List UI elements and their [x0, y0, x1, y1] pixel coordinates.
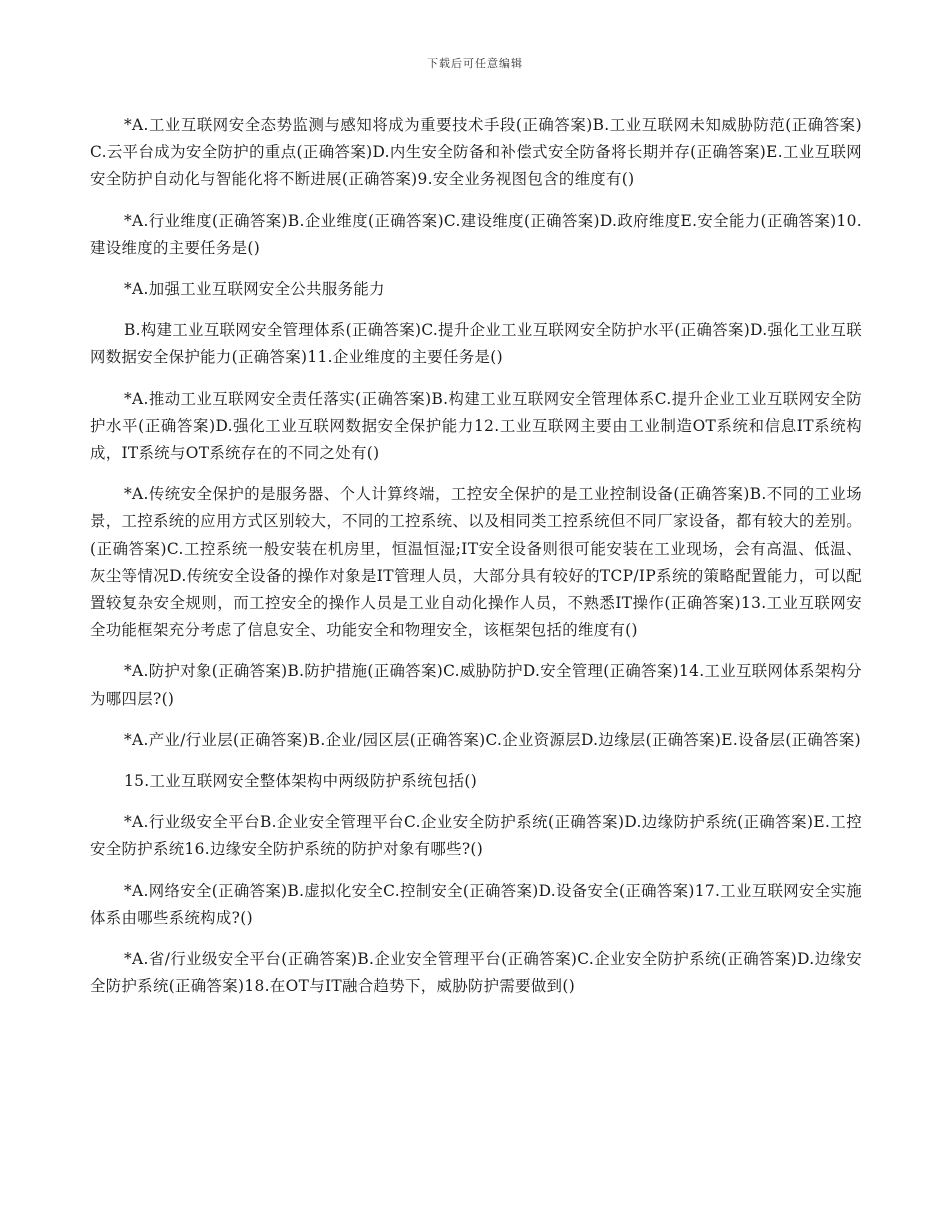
paragraph-6: *A.传统安全保护的是服务器、个人计算终端，工控安全保护的是工业控制设备(正确答案)B.不同的工业场景，工控系统的应用方式区别较大，不同的工控系统、以及相同类工控系统但不同厂家设备，都有较大的差别。(正确答案)C.工控系统一般安装在机房里，恒温恒湿;IT安全设备则很可能安装在工业现场，会有高温、低温、灰尘等情况D.传统安全设备的操作对象是IT管理人员，大部分具有较好的TCP/IP系统的策略配置能力，可以配置较复杂安全规则，而工控安全的操作人员是工业自动化操作人员，不熟悉IT操作(正确答案)13.工业互联网安全功能框架充分考虑了信息安全、功能安全和物理安全，该框架包括的维度有() — [90, 485, 862, 640]
page-header: 下载后可任意编辑 — [427, 57, 523, 70]
paragraph-10: *A.行业级安全平台B.企业安全管理平台C.企业安全防护系统(正确答案)D.边缘防护系统(正确答案)E.工控安全防护系统16.边缘安全防护系统的防护对象有哪些?() — [90, 813, 862, 859]
paragraph-4: B.构建工业互联网安全管理体系(正确答案)C.提升企业工业互联网安全防护水平(正确答案)D.强化工业互联网数据安全保护能力(正确答案)11.企业维度的主要任务是() — [90, 321, 862, 367]
paragraph-1: *A.工业互联网安全态势监测与感知将成为重要技术手段(正确答案)B.工业互联网未知威胁防范(正确答案)C.云平台成为安全防护的重点(正确答案)D.内生安全防备和补偿式安全防备将长期并存(正确答案)E.工业互联网安全防护自动化与智能化将不断进展(正确答案)9.安全业务视图包含的维度有() — [90, 116, 862, 189]
paragraph-5: *A.推动工业互联网安全责任落实(正确答案)B.构建工业互联网安全管理体系C.提升企业工业互联网安全防护水平(正确答案)D.强化工业互联网数据安全保护能力12.工业互联网主要由工业制造OT系统和信息IT系统构成，IT系统与OT系统存在的不同之处有() — [90, 389, 862, 463]
paragraph-12: *A.省/行业级安全平台(正确答案)B.企业安全管理平台(正确答案)C.企业安全防护系统(正确答案)D.边缘安全防护系统(正确答案)18.在OT与IT融合趋势下，威胁防护需要做到() — [90, 950, 862, 996]
paragraph-8: *A.产业/行业层(正确答案)B.企业/园区层(正确答案)C.企业资源层D.边缘层(正确答案)E.设备层(正确答案) — [124, 730, 861, 749]
paragraph-7: *A.防护对象(正确答案)B.防护措施(正确答案)C.威胁防护D.安全管理(正确答案)14.工业互联网体系架构分为哪四层?() — [90, 662, 862, 708]
paragraph-11: *A.网络安全(正确答案)B.虚拟化安全C.控制安全(正确答案)D.设备安全(正确答案)17.工业互联网安全实施体系由哪些系统构成?() — [90, 881, 862, 927]
paragraph-9: 15.工业互联网安全整体架构中两级防护系统包括() — [124, 772, 478, 791]
document-body — [90, 112, 862, 1014]
paragraph-3: *A.加强工业互联网安全公共服务能力 — [124, 280, 385, 299]
paragraph-2: *A.行业维度(正确答案)B.企业维度(正确答案)C.建设维度(正确答案)D.政府维度E.安全能力(正确答案)10.建设维度的主要任务是() — [90, 211, 862, 257]
